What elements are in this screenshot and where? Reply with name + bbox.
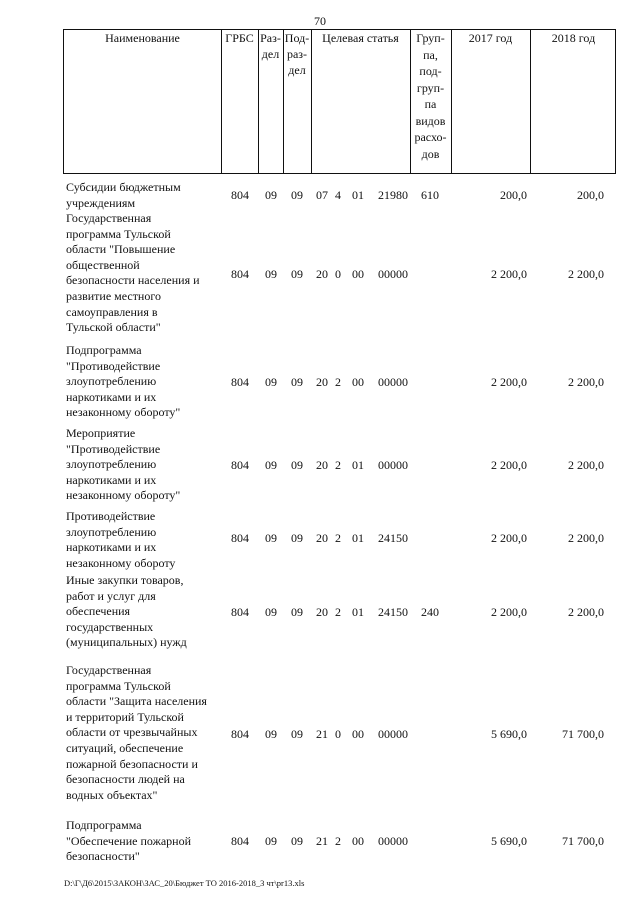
row-amount-2017: 200,0 xyxy=(500,188,527,202)
row-target-subprogram: 0 xyxy=(335,267,341,281)
row-amount-2017: 2 200,0 xyxy=(491,458,527,472)
header-2017: 2017 год xyxy=(468,31,513,45)
row-target-event: 00 xyxy=(352,267,364,281)
row-target-subprogram: 2 xyxy=(335,458,341,472)
page-number: 70 xyxy=(314,14,326,28)
row-razdel: 09 xyxy=(265,188,277,202)
row-target-subprogram: 4 xyxy=(335,188,341,202)
row-name: Государственная программа Тульской области "Повышение общественной безопасности населения и развитие местного самоуправления в Тульской области" xyxy=(66,211,200,335)
row-amount-2017: 5 690,0 xyxy=(491,834,527,848)
row-amount-2017: 2 200,0 xyxy=(491,375,527,389)
header-celevaya-statya: Целевая статья xyxy=(322,31,399,45)
column-divider xyxy=(530,30,531,173)
row-target-event: 01 xyxy=(352,531,364,545)
row-target-program: 20 xyxy=(316,267,328,281)
column-divider xyxy=(451,30,452,173)
row-podrazdel: 09 xyxy=(291,375,303,389)
header-podrazdel: Под- раз- дел xyxy=(284,31,310,77)
row-target-direction: 00000 xyxy=(378,727,408,741)
row-target-program: 20 xyxy=(316,605,328,619)
row-podrazdel: 09 xyxy=(291,458,303,472)
header-gruppa: Груп- па, под- груп- па видов расхо- дов xyxy=(414,31,447,161)
row-target-program: 21 xyxy=(316,834,328,848)
row-target-program: 20 xyxy=(316,531,328,545)
row-razdel: 09 xyxy=(265,375,277,389)
row-target-subprogram: 0 xyxy=(335,727,341,741)
row-razdel: 09 xyxy=(265,727,277,741)
row-grbs: 804 xyxy=(231,605,249,619)
header-razdel: Раз- дел xyxy=(260,31,281,61)
table-header xyxy=(63,29,616,174)
row-amount-2017: 5 690,0 xyxy=(491,727,527,741)
row-target-event: 00 xyxy=(352,727,364,741)
row-name: Противодействие злоупотреблению наркотиками и их незаконному обороту xyxy=(66,509,176,570)
row-name: Подпрограмма "Обеспечение пожарной безопасности" xyxy=(66,818,192,864)
row-target-direction: 21980 xyxy=(378,188,408,202)
row-target-event: 01 xyxy=(352,458,364,472)
row-target-subprogram: 2 xyxy=(335,605,341,619)
row-podrazdel: 09 xyxy=(291,188,303,202)
row-amount-2018: 2 200,0 xyxy=(568,458,604,472)
row-amount-2017: 2 200,0 xyxy=(491,605,527,619)
row-target-direction: 24150 xyxy=(378,605,408,619)
row-name: Государственная программа Тульской области "Защита населения и территорий Тульской области от чрезвычайных ситуаций, обеспечение пожарной безопасности и безопасности людей на водных объектах" xyxy=(66,663,207,802)
row-razdel: 09 xyxy=(265,458,277,472)
row-grbs: 804 xyxy=(231,531,249,545)
row-amount-2018: 71 700,0 xyxy=(562,727,604,741)
row-target-program: 20 xyxy=(316,375,328,389)
row-target-direction: 00000 xyxy=(378,375,408,389)
row-target-subprogram: 2 xyxy=(335,834,341,848)
row-amount-2018: 200,0 xyxy=(577,188,604,202)
row-grbs: 804 xyxy=(231,458,249,472)
row-name: Субсидии бюджетным учреждениям xyxy=(66,180,181,210)
column-divider xyxy=(221,30,222,173)
row-razdel: 09 xyxy=(265,267,277,281)
row-amount-2018: 2 200,0 xyxy=(568,375,604,389)
header-name: Наименование xyxy=(105,31,180,45)
row-amount-2017: 2 200,0 xyxy=(491,267,527,281)
row-target-event: 00 xyxy=(352,375,364,389)
row-grbs: 804 xyxy=(231,188,249,202)
row-grbs: 804 xyxy=(231,267,249,281)
row-target-event: 01 xyxy=(352,188,364,202)
row-target-subprogram: 2 xyxy=(335,531,341,545)
row-amount-2018: 2 200,0 xyxy=(568,605,604,619)
row-name: Подпрограмма "Противодействие злоупотреблению наркотиками и их незаконному обороту" xyxy=(66,343,181,420)
row-amount-2018: 2 200,0 xyxy=(568,267,604,281)
file-path-footer: D:\Г\Д6\2015\ЗАКОН\ЗАС_20\Бюджет ТО 2016-2018_3 чт\pr13.xls xyxy=(64,878,305,888)
row-amount-2018: 71 700,0 xyxy=(562,834,604,848)
header-2018: 2018 год xyxy=(551,31,596,45)
row-target-direction: 00000 xyxy=(378,458,408,472)
row-target-program: 20 xyxy=(316,458,328,472)
row-grbs: 804 xyxy=(231,375,249,389)
column-divider xyxy=(311,30,312,173)
row-target-direction: 24150 xyxy=(378,531,408,545)
row-expense-group: 240 xyxy=(421,605,439,619)
row-target-subprogram: 2 xyxy=(335,375,341,389)
row-name: Мероприятие "Противодействие злоупотреблению наркотиками и их незаконному обороту" xyxy=(66,426,181,503)
row-grbs: 804 xyxy=(231,834,249,848)
row-target-direction: 00000 xyxy=(378,267,408,281)
row-podrazdel: 09 xyxy=(291,727,303,741)
row-podrazdel: 09 xyxy=(291,267,303,281)
row-target-program: 07 xyxy=(316,188,328,202)
row-target-program: 21 xyxy=(316,727,328,741)
row-podrazdel: 09 xyxy=(291,834,303,848)
row-razdel: 09 xyxy=(265,605,277,619)
row-name: Иные закупки товаров, работ и услуг для обеспечения государственных (муниципальных) нужд xyxy=(66,573,187,650)
header-grbs: ГРБС xyxy=(225,31,254,45)
row-target-direction: 00000 xyxy=(378,834,408,848)
row-podrazdel: 09 xyxy=(291,531,303,545)
row-podrazdel: 09 xyxy=(291,605,303,619)
row-amount-2018: 2 200,0 xyxy=(568,531,604,545)
row-target-event: 01 xyxy=(352,605,364,619)
row-razdel: 09 xyxy=(265,834,277,848)
row-grbs: 804 xyxy=(231,727,249,741)
row-target-event: 00 xyxy=(352,834,364,848)
row-razdel: 09 xyxy=(265,531,277,545)
row-expense-group: 610 xyxy=(421,188,439,202)
row-amount-2017: 2 200,0 xyxy=(491,531,527,545)
